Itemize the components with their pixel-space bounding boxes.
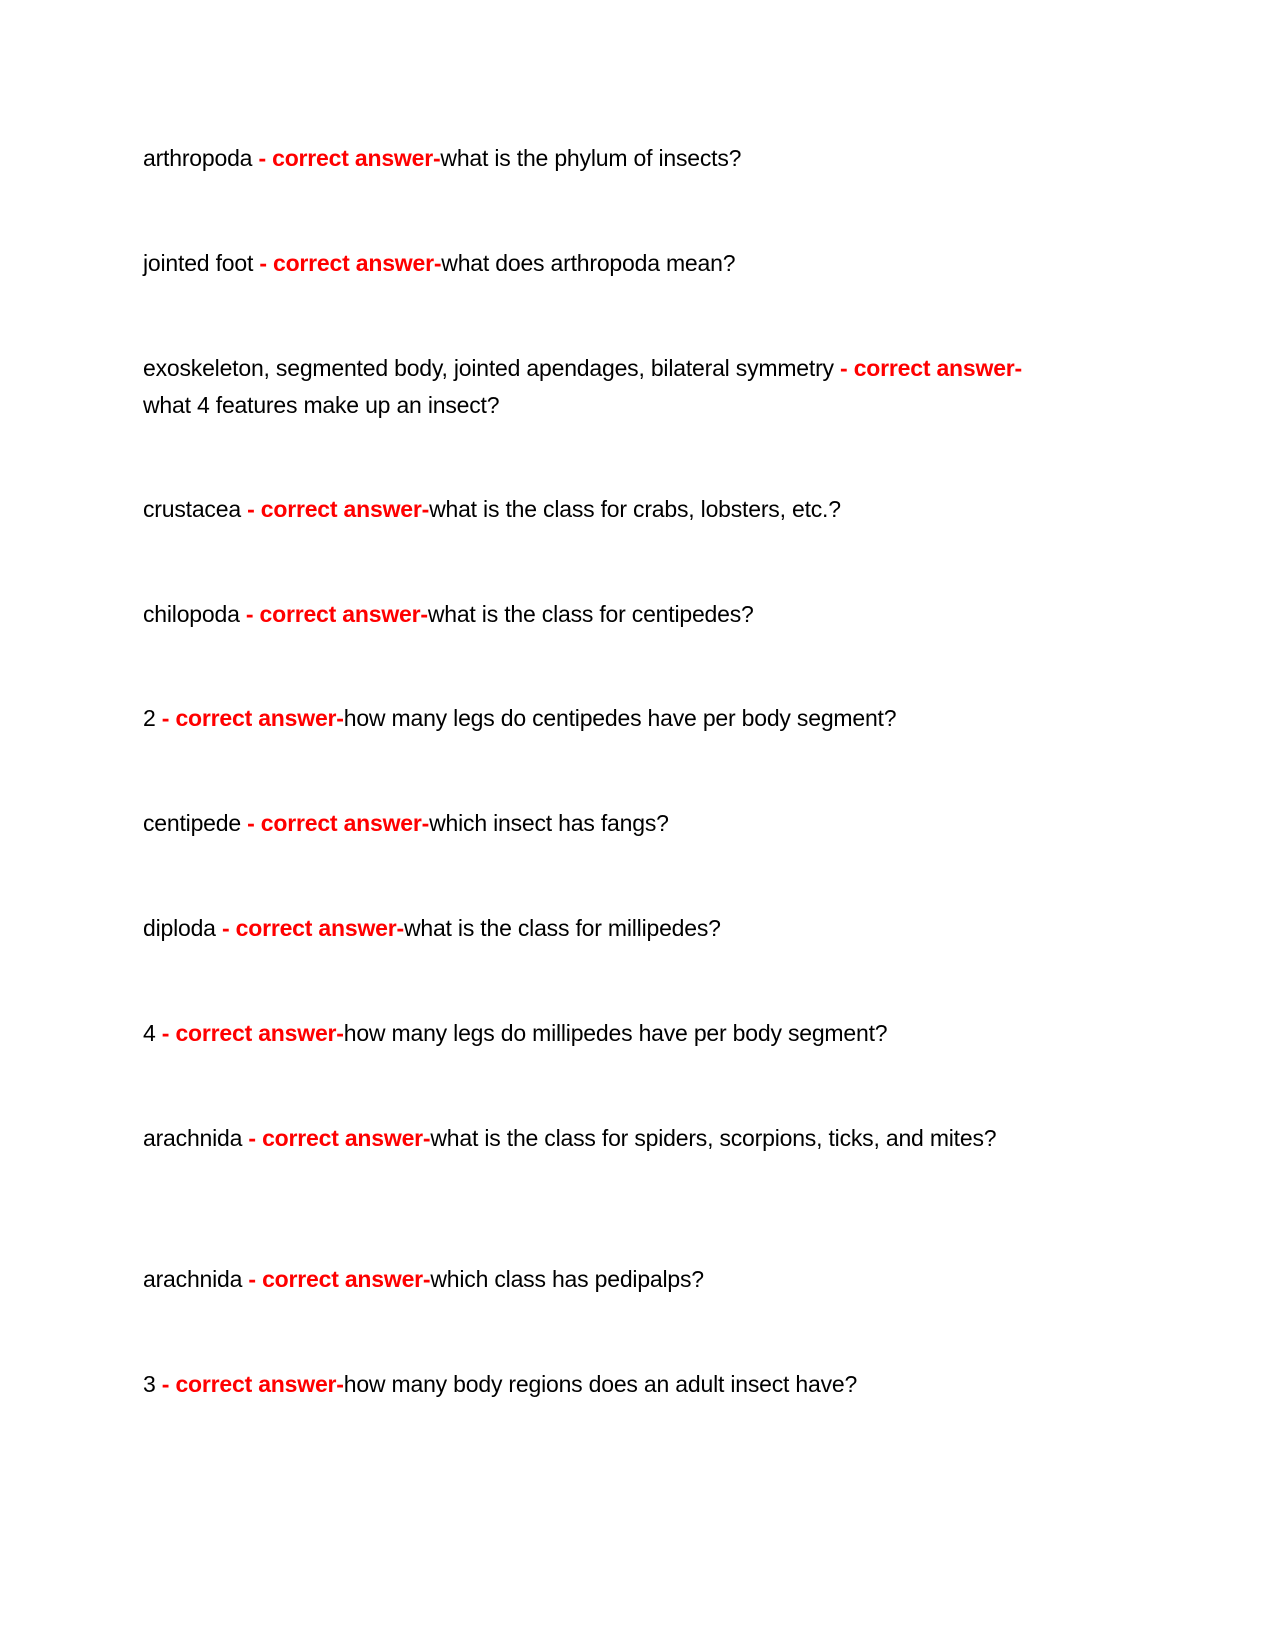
question-text: what is the class for millipedes? xyxy=(403,915,721,941)
correct-answer-separator: - correct answer- xyxy=(161,1371,344,1397)
qa-item xyxy=(143,491,1043,528)
question-text: what is the phylum of insects? xyxy=(440,145,742,171)
question-text: what 4 features make up an insect? xyxy=(143,392,500,418)
correct-answer-separator: - correct answer- xyxy=(247,810,430,836)
answer-text: diploda xyxy=(143,915,216,941)
qa-item xyxy=(143,805,1043,842)
qa-item xyxy=(143,596,1043,633)
question-text: how many legs do millipedes have per body segment? xyxy=(343,1020,888,1046)
correct-answer-separator: - correct answer- xyxy=(248,1266,431,1292)
correct-answer-separator: - correct answer- xyxy=(840,355,1022,381)
qa-item xyxy=(143,1120,1043,1157)
question-text: which insect has fangs? xyxy=(429,810,669,836)
correct-answer-separator: - correct answer- xyxy=(248,1125,431,1151)
answer-text: 2 xyxy=(143,705,156,731)
answer-text: jointed foot xyxy=(143,250,254,276)
question-text: which class has pedipalps? xyxy=(430,1266,704,1292)
question-text: how many body regions does an adult insect have? xyxy=(343,1371,858,1397)
correct-answer-separator: - correct answer- xyxy=(245,601,428,627)
qa-item xyxy=(143,245,1043,282)
question-text: what is the class for spiders, scorpions, ticks, and mites? xyxy=(430,1125,997,1151)
correct-answer-separator: - correct answer- xyxy=(221,915,404,941)
answer-text: centipede xyxy=(143,810,241,836)
correct-answer-separator: - correct answer- xyxy=(258,145,441,171)
qa-item xyxy=(143,1366,1043,1403)
answer-text: crustacea xyxy=(143,496,241,522)
qa-item xyxy=(143,1261,1043,1298)
question-text: what is the class for crabs, lobsters, etc.? xyxy=(429,496,841,522)
correct-answer-separator: - correct answer- xyxy=(247,496,430,522)
question-text: how many legs do centipedes have per body segment? xyxy=(343,705,897,731)
correct-answer-separator: - correct answer- xyxy=(259,250,442,276)
qa-item xyxy=(143,350,1043,424)
correct-answer-separator: - correct answer- xyxy=(161,705,344,731)
qa-item xyxy=(143,1015,1043,1052)
answer-text: 3 xyxy=(143,1371,156,1397)
answer-text: arthropoda xyxy=(143,145,253,171)
question-text: what does arthropoda mean? xyxy=(441,250,736,276)
answer-text: chilopoda xyxy=(143,601,240,627)
answer-text: arachnida xyxy=(143,1125,243,1151)
question-text: what is the class for centipedes? xyxy=(427,601,754,627)
qa-item xyxy=(143,700,1043,737)
correct-answer-separator: - correct answer- xyxy=(161,1020,344,1046)
qa-item xyxy=(143,140,1043,177)
answer-text: arachnida xyxy=(143,1266,243,1292)
answer-text: exoskeleton, segmented body, jointed apendages, bilateral symmetry xyxy=(143,355,834,381)
qa-item xyxy=(143,910,1043,947)
answer-text: 4 xyxy=(143,1020,156,1046)
